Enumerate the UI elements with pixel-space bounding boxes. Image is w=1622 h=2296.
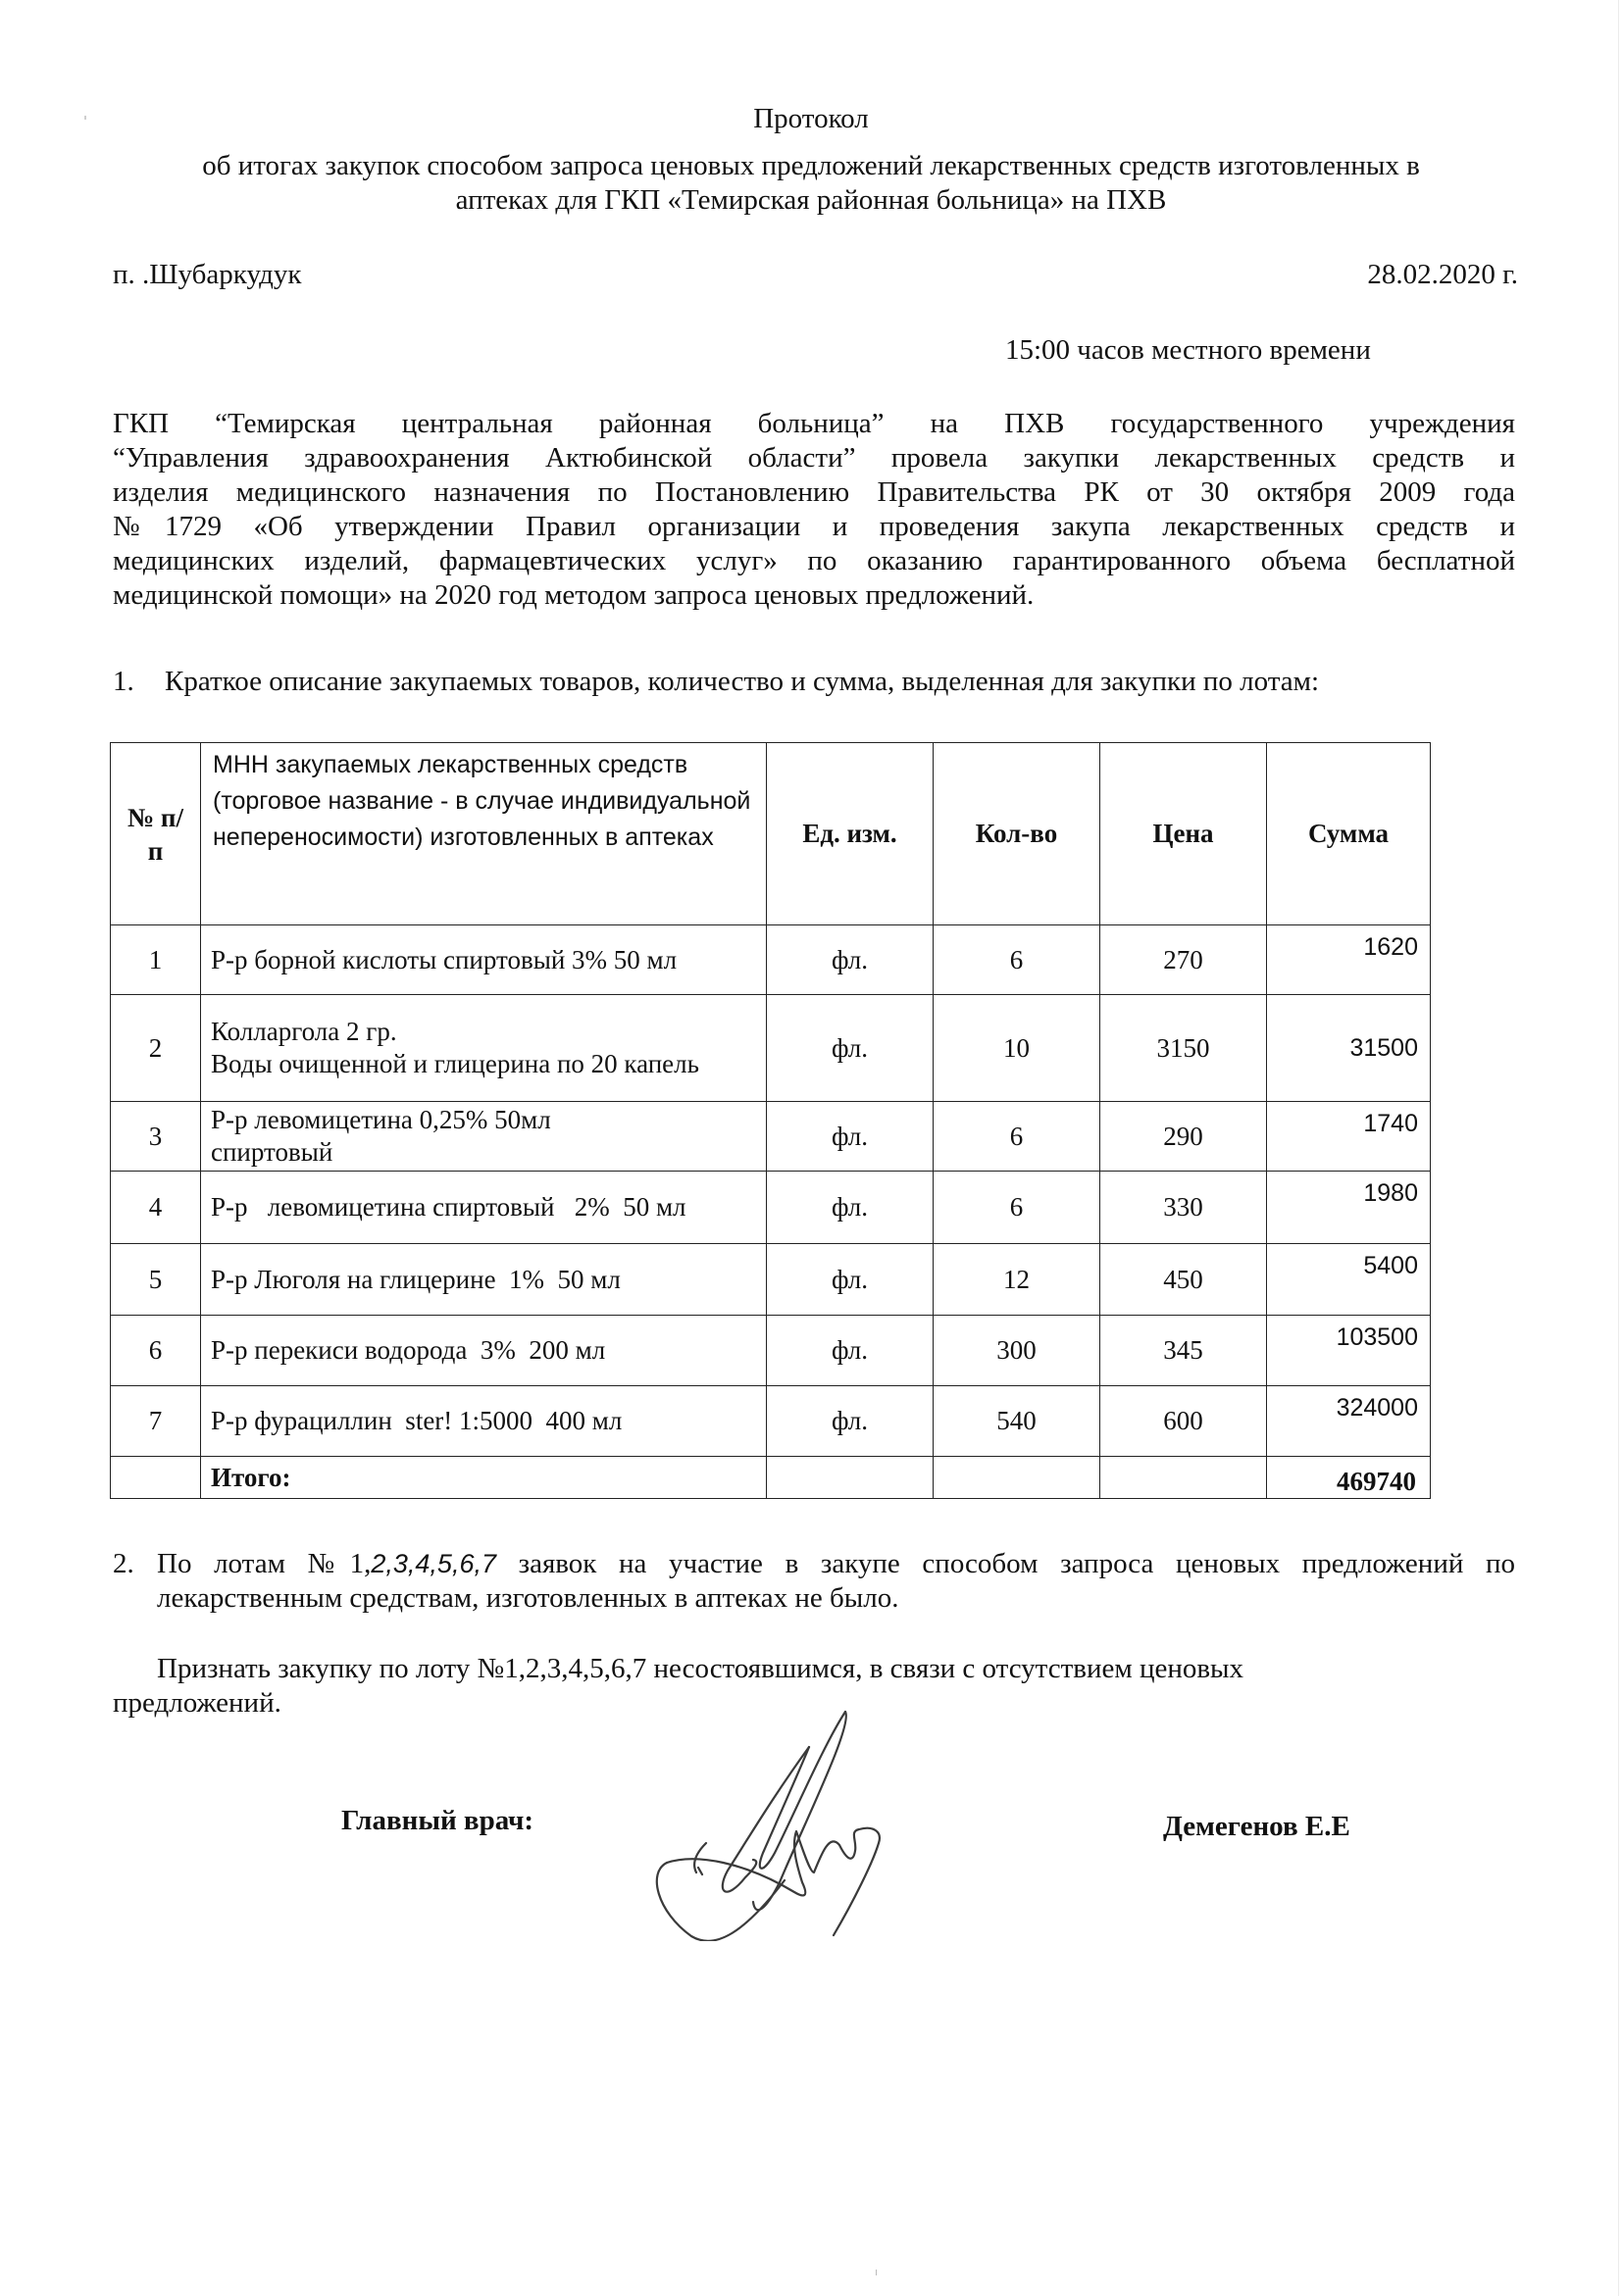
row-price: 450 [1100, 1244, 1267, 1316]
intro-line: медицинских изделий, фармацевтических услуг» по оказанию гарантированного объема бесплатной [113, 545, 1515, 576]
row-price: 270 [1100, 925, 1267, 995]
header-sum: Сумма [1267, 743, 1431, 925]
handwritten-signature-icon [637, 1706, 976, 1941]
row-number: 5 [111, 1244, 201, 1316]
row-unit: фл. [767, 995, 934, 1102]
document-subtitle-line-1: об итогах закупок способом запроса ценовых предложений лекарственных средств изготовленных в [202, 150, 1420, 181]
row-number: 1 [111, 925, 201, 995]
row-sum: 1980 [1267, 1172, 1431, 1244]
row-qty: 12 [934, 1244, 1100, 1316]
row-sum: 103500 [1267, 1316, 1431, 1386]
scan-artifact [876, 2270, 877, 2275]
header-price: Цена [1100, 743, 1267, 925]
row-sum: 1620 [1267, 925, 1431, 995]
table-row [111, 925, 1431, 995]
row-qty: 6 [934, 1172, 1100, 1244]
intro-line: “Управления здравоохранения Актюбинской области” провела закупки лекарственных средств и [113, 442, 1515, 474]
row-number: 2 [111, 995, 201, 1102]
row-name: Р-р левомицетина 0,25% 50мл спиртовый [201, 1102, 767, 1172]
table-row [111, 995, 1431, 1102]
row-price: 3150 [1100, 995, 1267, 1102]
table-total-row [111, 1457, 1431, 1499]
place-label: п. .Шубаркудук [113, 259, 302, 290]
row-name: Р-р фурациллин ster! 1:5000 400 мл [201, 1386, 767, 1457]
scan-artifact [84, 116, 86, 120]
row-price: 330 [1100, 1172, 1267, 1244]
section-1-text: Краткое описание закупаемых товаров, количество и сумма, выделенная для закупки по лотам: [165, 666, 1320, 697]
row-number: 6 [111, 1316, 201, 1386]
row-name [201, 995, 767, 1102]
table-row [111, 1102, 1431, 1172]
decision-line-2: предложений. [113, 1687, 281, 1719]
row-number: 3 [111, 1102, 201, 1172]
section-1-number: 1. [113, 666, 134, 697]
signature-role: Главный врач: [341, 1805, 534, 1836]
row-name: Р-р борной кислоты спиртовый 3% 50 мл [201, 925, 767, 995]
document-subtitle-line-2: аптеках для ГКП «Темирская районная больница» на ПХВ [455, 184, 1167, 216]
row-qty: 10 [934, 995, 1100, 1102]
row-qty: 6 [934, 1102, 1100, 1172]
lots-italic-numbers: 2,3,4,5,6,7 [371, 1549, 496, 1578]
row-sum: 5400 [1267, 1244, 1431, 1316]
row-unit: фл. [767, 925, 934, 995]
total-sum: 469740 [1267, 1457, 1431, 1499]
section-2-number: 2. [113, 1548, 134, 1579]
table-row [111, 1316, 1431, 1386]
header-number: № п/п [111, 743, 201, 925]
total-empty-cell [1100, 1457, 1267, 1499]
row-name: Р-р левомицетина спиртовый 2% 50 мл [201, 1172, 767, 1244]
total-empty-cell [934, 1457, 1100, 1499]
table-header-row [111, 743, 1431, 925]
row-price: 600 [1100, 1386, 1267, 1457]
row-number: 4 [111, 1172, 201, 1244]
intro-line: изделия медицинского назначения по Постановлению Правительства РК от 30 октября 2009 года [113, 476, 1515, 508]
row-price: 290 [1100, 1102, 1267, 1172]
row-sum: 324000 [1267, 1386, 1431, 1457]
table-row [111, 1386, 1431, 1457]
row-sum: 1740 [1267, 1102, 1431, 1172]
total-empty-cell [767, 1457, 934, 1499]
table-row [111, 1172, 1431, 1244]
row-name: Р-р перекиси водорода 3% 200 мл [201, 1316, 767, 1386]
intro-line: №1729 «Об утверждении Правил организации и проведения закупа лекарственных средств и [113, 511, 1515, 542]
row-unit: фл. [767, 1244, 934, 1316]
row-qty: 300 [934, 1316, 1100, 1386]
row-unit: фл. [767, 1386, 934, 1457]
section-2-line-1: По лотам №1,2,3,4,5,6,7 заявок на участие в закупе способом запроса ценовых предложений по [157, 1548, 1516, 1579]
row-name-line: Воды очищенной и глицерина по 20 капель [211, 1049, 699, 1078]
total-label: Итого: [201, 1457, 767, 1499]
row-unit: фл. [767, 1316, 934, 1386]
section-2-line-2: лекарственным средствам, изготовленных в аптеках не было. [157, 1582, 899, 1614]
intro-line: ГКП “Темирская центральная районная больница” на ПХВ государственного учреждения [113, 408, 1515, 439]
lots-table [110, 742, 1431, 1499]
decision-line-1: Признать закупку по лоту №1,2,3,4,5,6,7 несостоявшимся, в связи с отсутствием ценовых [157, 1653, 1244, 1684]
row-number: 7 [111, 1386, 201, 1457]
signatory-name: Демегенов Е.Е [1163, 1811, 1350, 1842]
header-name: МНН закупаемых лекарственных средств (торговое название - в случае индивидуальной непереносимости) изготовленных в аптеках [201, 743, 767, 925]
table-row [111, 1244, 1431, 1316]
row-name: Р-р Люголя на глицерине 1% 50 мл [201, 1244, 767, 1316]
row-unit: фл. [767, 1172, 934, 1244]
row-unit: фл. [767, 1102, 934, 1172]
row-qty: 6 [934, 925, 1100, 995]
document-title: Протокол [753, 103, 869, 134]
document-time: 15:00 часов местного времени [1005, 334, 1371, 366]
row-sum: 31500 [1267, 995, 1431, 1102]
row-price: 345 [1100, 1316, 1267, 1386]
intro-line: медицинской помощи» на 2020 год методом запроса ценовых предложений. [113, 579, 1035, 611]
header-unit: Ед. изм. [767, 743, 934, 925]
scan-edge [1618, 0, 1619, 2296]
header-qty: Кол-во [934, 743, 1100, 925]
total-empty-cell [111, 1457, 201, 1499]
document-date: 28.02.2020 г. [1367, 259, 1518, 290]
row-name-line: Колларгола 2 гр. [211, 1017, 397, 1046]
row-qty: 540 [934, 1386, 1100, 1457]
